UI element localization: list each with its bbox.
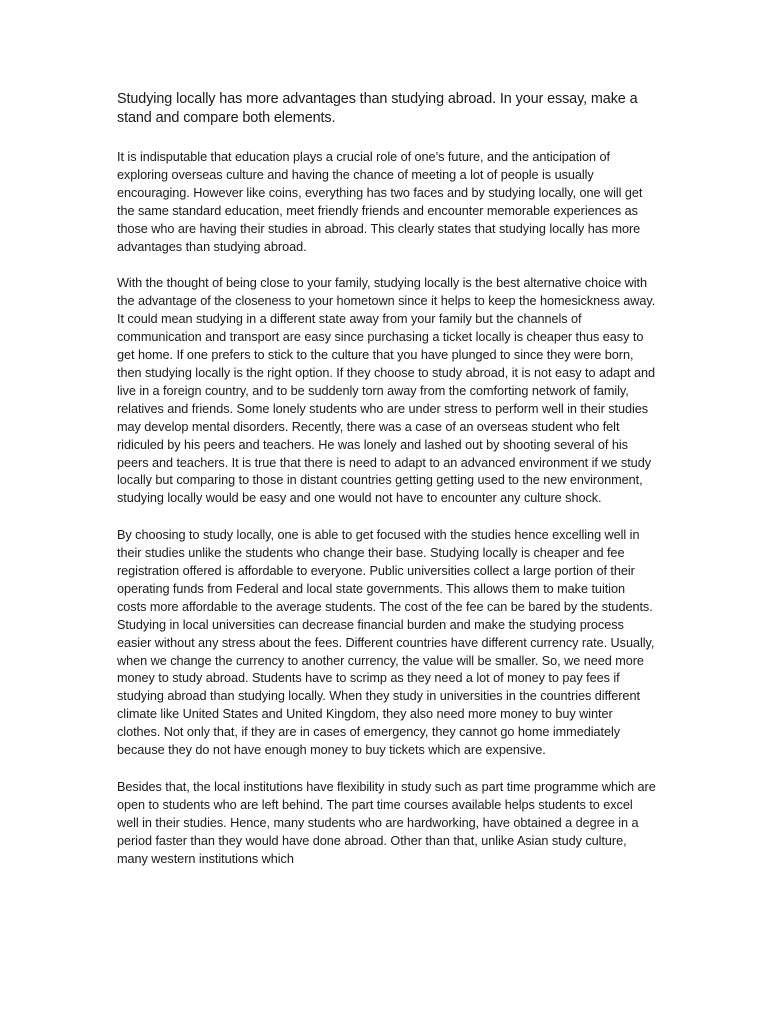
paragraph-family-closeness: With the thought of being close to your family, studying locally is the best alternative choice with the advantage of the closeness to your hometown since it helps to keep the homesickness away. It could mean studying in a different state away from your family but the channels of communication and transport are easy since purchasing a ticket locally is cheaper thus easy to get home. If one prefers to stick to the culture that you have plunged to since they were born, then studying locally is the right option. If they choose to study abroad, it is not easy to adapt and live in a foreign country, and to be suddenly torn away from the comforting network of family, relatives and friends. Some lonely students who are under stress to perform well in their studies may develop mental disorders. Recently, there was a case of an overseas student who felt ridiculed by his peers and teachers. He was lonely and lashed out by shooting several of his peers and teachers. It is true that there is need to adapt to an advanced environment if we study locally but comparing to those in distant countries getting getting used to the new environment, studying locally would be easy and one would not have to encounter any culture shock. <box>117 276 656 506</box>
paragraph-cost-focus: By choosing to study locally, one is able to get focused with the studies hence excelling well in their studies unlike the students who change their base. Studying locally is cheaper and fee registration offered is affordable to everyone. Public universities collect a large portion of their operating funds from Federal and local state governments. This allows them to make tuition costs more affordable to the average students. The cost of the fee can be bared by the students. Studying in local universities can decrease financial burden and make the studying process easier without any stress about the fees. Different countries have different currency rate. Usually, when we change the currency to another currency, the value will be smaller. So, we need more money to study abroad. Students have to scrimp as they need a lot of money to pay fees if studying abroad than studying locally. When they study in universities in the countries different climate like United States and United Kingdom, they also need more money to buy winter clothes. Not only that, if they are in cases of emergency, they cannot go home immediately because they do not have enough money to buy tickets which are expensive. <box>117 528 655 758</box>
essay-prompt-title: Studying locally has more advantages than studying abroad. In your essay, make a stand and compare both elements. <box>117 91 638 126</box>
essay-body <box>117 90 657 888</box>
paragraph-introduction: It is indisputable that education plays a crucial role of one’s future, and the anticipation of exploring overseas culture and having the chance of meeting a lot of people is usually encouraging. However like coins, everything has two faces and by studying locally, one will get the same standard education, meet friendly friends and encounter memorable experiences as those who are having their studies in abroad. This clearly states that studying locally has more advantages than studying abroad. <box>117 150 643 254</box>
paragraph-flexibility: Besides that, the local institutions have flexibility in study such as part time programme which are open to students who are left behind. The part time courses available helps students to excel well in their studies. Hence, many students who are hardworking, have obtained a degree in a period faster than they would have done abroad. Other than that, unlike Asian study culture, many western institutions which <box>117 780 656 866</box>
